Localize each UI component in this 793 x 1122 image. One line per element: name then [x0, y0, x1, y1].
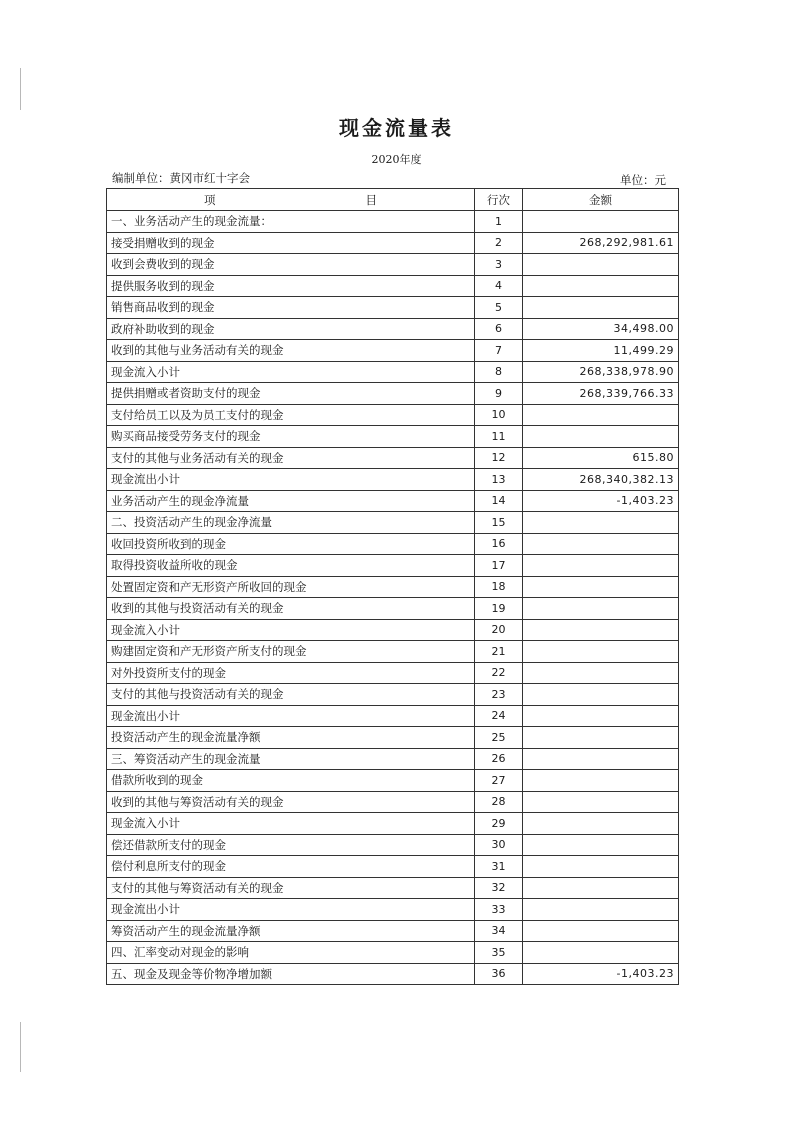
table-row — [107, 297, 679, 319]
table-row — [107, 275, 679, 297]
table-row — [107, 662, 679, 684]
row-amount — [523, 576, 679, 598]
row-item-label: 提供服务收到的现金 — [107, 275, 475, 297]
table-row — [107, 555, 679, 577]
row-line-number: 31 — [475, 856, 523, 878]
table-row — [107, 576, 679, 598]
row-amount: -1,403.23 — [523, 963, 679, 985]
page-title: 现金流量表 — [339, 116, 454, 140]
row-amount — [523, 942, 679, 964]
row-line-number: 24 — [475, 705, 523, 727]
row-item-label: 取得投资收益所收的现金 — [107, 555, 475, 577]
row-line-number: 35 — [475, 942, 523, 964]
table-header-row — [107, 189, 679, 211]
row-amount — [523, 555, 679, 577]
table-row — [107, 963, 679, 985]
table-row — [107, 447, 679, 469]
row-amount: 11,499.29 — [523, 340, 679, 362]
row-line-number: 8 — [475, 361, 523, 383]
row-amount — [523, 770, 679, 792]
table-row — [107, 641, 679, 663]
reporting-organization: 编制单位：黄冈市红十字会 — [112, 171, 250, 185]
row-item-label: 借款所收到的现金 — [107, 770, 475, 792]
row-amount — [523, 684, 679, 706]
row-amount — [523, 404, 679, 426]
row-line-number: 21 — [475, 641, 523, 663]
row-item-label: 筹资活动产生的现金流量净额 — [107, 920, 475, 942]
table-row — [107, 254, 679, 276]
row-amount: 268,340,382.13 — [523, 469, 679, 491]
row-amount: 268,338,978.90 — [523, 361, 679, 383]
table-row — [107, 404, 679, 426]
table-row — [107, 877, 679, 899]
table-row — [107, 920, 679, 942]
row-item-label: 支付的其他与筹资活动有关的现金 — [107, 877, 475, 899]
scan-margin-mark-top — [20, 68, 27, 110]
row-item-label: 销售商品收到的现金 — [107, 297, 475, 319]
table-row — [107, 361, 679, 383]
row-line-number: 20 — [475, 619, 523, 641]
report-year: 2020年度 — [371, 153, 422, 166]
row-amount — [523, 899, 679, 921]
table-row — [107, 899, 679, 921]
row-amount — [523, 533, 679, 555]
header-item-char-b: 目 — [365, 192, 377, 207]
row-line-number: 22 — [475, 662, 523, 684]
row-amount — [523, 662, 679, 684]
row-line-number: 27 — [475, 770, 523, 792]
row-line-number: 12 — [475, 447, 523, 469]
row-amount — [523, 512, 679, 534]
table-row — [107, 705, 679, 727]
row-line-number: 18 — [475, 576, 523, 598]
row-item-label: 支付给员工以及为员工支付的现金 — [107, 404, 475, 426]
row-item-label: 现金流入小计 — [107, 619, 475, 641]
row-line-number: 13 — [475, 469, 523, 491]
table-row — [107, 813, 679, 835]
row-amount — [523, 598, 679, 620]
row-amount — [523, 254, 679, 276]
table-row — [107, 834, 679, 856]
row-amount — [523, 641, 679, 663]
row-line-number: 6 — [475, 318, 523, 340]
table-row — [107, 232, 679, 254]
row-item-label: 收到会费收到的现金 — [107, 254, 475, 276]
table-row — [107, 791, 679, 813]
row-line-number: 25 — [475, 727, 523, 749]
row-item-label: 现金流出小计 — [107, 899, 475, 921]
header-item — [107, 189, 475, 211]
row-item-label: 接受捐赠收到的现金 — [107, 232, 475, 254]
header-item-char-a: 项 — [204, 192, 216, 207]
row-item-label: 现金流出小计 — [107, 469, 475, 491]
row-amount: 34,498.00 — [523, 318, 679, 340]
table-row — [107, 748, 679, 770]
row-line-number: 11 — [475, 426, 523, 448]
table-row — [107, 340, 679, 362]
row-amount — [523, 297, 679, 319]
row-item-label: 收回投资所收到的现金 — [107, 533, 475, 555]
row-line-number: 16 — [475, 533, 523, 555]
row-line-number: 29 — [475, 813, 523, 835]
row-line-number: 14 — [475, 490, 523, 512]
table-row — [107, 469, 679, 491]
row-amount: 268,292,981.61 — [523, 232, 679, 254]
scan-margin-mark-bottom — [20, 1022, 27, 1072]
row-line-number: 34 — [475, 920, 523, 942]
row-amount — [523, 920, 679, 942]
table-row — [107, 770, 679, 792]
row-amount — [523, 426, 679, 448]
row-line-number: 23 — [475, 684, 523, 706]
table-row — [107, 533, 679, 555]
table-row — [107, 942, 679, 964]
row-item-label: 现金流入小计 — [107, 813, 475, 835]
row-line-number: 15 — [475, 512, 523, 534]
row-amount — [523, 211, 679, 233]
row-item-label: 一、业务活动产生的现金流量： — [107, 211, 475, 233]
row-amount — [523, 791, 679, 813]
table-row — [107, 727, 679, 749]
row-item-label: 投资活动产生的现金流量净额 — [107, 727, 475, 749]
table-row — [107, 684, 679, 706]
row-item-label: 现金流入小计 — [107, 361, 475, 383]
row-item-label: 购建固定资和产无形资产所支付的现金 — [107, 641, 475, 663]
row-item-label: 偿付利息所支付的现金 — [107, 856, 475, 878]
row-item-label: 收到的其他与业务活动有关的现金 — [107, 340, 475, 362]
row-line-number: 5 — [475, 297, 523, 319]
row-line-number: 9 — [475, 383, 523, 405]
currency-unit: 单位：元 — [620, 173, 666, 187]
row-amount — [523, 834, 679, 856]
row-item-label: 现金流出小计 — [107, 705, 475, 727]
header-line-no: 行次 — [475, 189, 523, 211]
row-line-number: 7 — [475, 340, 523, 362]
row-line-number: 28 — [475, 791, 523, 813]
row-item-label: 政府补助收到的现金 — [107, 318, 475, 340]
cash-flow-table — [106, 188, 679, 985]
row-item-label: 支付的其他与业务活动有关的现金 — [107, 447, 475, 469]
table-row — [107, 598, 679, 620]
row-amount — [523, 813, 679, 835]
row-item-label: 购买商品接受劳务支付的现金 — [107, 426, 475, 448]
row-item-label: 处置固定资和产无形资产所收回的现金 — [107, 576, 475, 598]
table-row — [107, 856, 679, 878]
row-line-number: 2 — [475, 232, 523, 254]
row-item-label: 业务活动产生的现金净流量 — [107, 490, 475, 512]
table-row — [107, 426, 679, 448]
row-line-number: 32 — [475, 877, 523, 899]
row-item-label: 提供捐赠或者资助支付的现金 — [107, 383, 475, 405]
row-amount: 615.80 — [523, 447, 679, 469]
row-line-number: 3 — [475, 254, 523, 276]
row-item-label: 支付的其他与投资活动有关的现金 — [107, 684, 475, 706]
row-line-number: 17 — [475, 555, 523, 577]
row-item-label: 收到的其他与投资活动有关的现金 — [107, 598, 475, 620]
table-row — [107, 619, 679, 641]
row-item-label: 二、投资活动产生的现金净流量 — [107, 512, 475, 534]
row-item-label: 四、汇率变动对现金的影响 — [107, 942, 475, 964]
row-line-number: 36 — [475, 963, 523, 985]
row-amount: -1,403.23 — [523, 490, 679, 512]
row-line-number: 1 — [475, 211, 523, 233]
row-amount — [523, 727, 679, 749]
row-amount — [523, 748, 679, 770]
row-amount — [523, 275, 679, 297]
row-item-label: 收到的其他与筹资活动有关的现金 — [107, 791, 475, 813]
row-amount — [523, 877, 679, 899]
row-line-number: 33 — [475, 899, 523, 921]
table-row — [107, 490, 679, 512]
table-row — [107, 211, 679, 233]
row-amount — [523, 619, 679, 641]
header-amount: 金额 — [523, 189, 679, 211]
row-item-label: 五、现金及现金等价物净增加额 — [107, 963, 475, 985]
row-line-number: 26 — [475, 748, 523, 770]
row-line-number: 30 — [475, 834, 523, 856]
row-amount: 268,339,766.33 — [523, 383, 679, 405]
table-row — [107, 318, 679, 340]
row-amount — [523, 856, 679, 878]
row-amount — [523, 705, 679, 727]
row-item-label: 偿还借款所支付的现金 — [107, 834, 475, 856]
row-item-label: 对外投资所支付的现金 — [107, 662, 475, 684]
row-line-number: 19 — [475, 598, 523, 620]
table-row — [107, 383, 679, 405]
row-item-label: 三、筹资活动产生的现金流量 — [107, 748, 475, 770]
row-line-number: 4 — [475, 275, 523, 297]
table-row — [107, 512, 679, 534]
row-line-number: 10 — [475, 404, 523, 426]
